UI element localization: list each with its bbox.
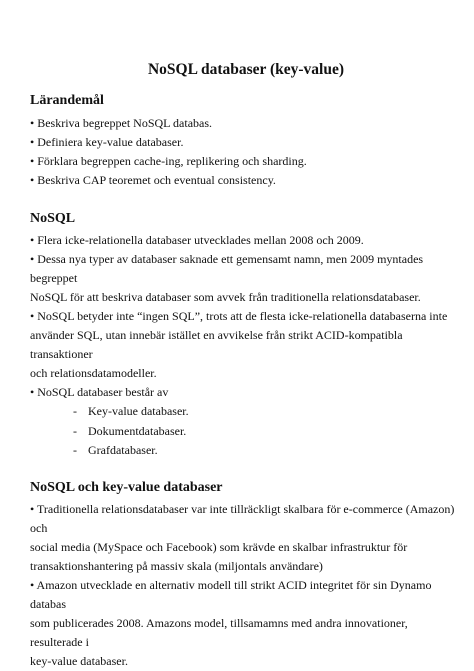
nosql-type-label: Key-value databaser. [88,404,189,418]
nosql-types-list [30,402,462,461]
keyvalue-line: social media (MySpace och Facebook) som krävde en skalbar infrastruktur för [30,539,408,554]
nosql-line: • NoSQL betyder inte “ingen SQL”, trots att de flesta icke-relationella databaserna inte [30,309,448,323]
keyvalue-body [30,500,462,671]
page-title: NoSQL databaser (key-value) [147,61,345,78]
dash-marker: - [73,404,77,418]
keyvalue-line: key-value databaser. [30,653,128,668]
nosql-type-label: Grafdatabaser. [88,443,158,457]
learning-goal-item: • Definiera key-value databaser. [30,135,184,149]
keyvalue-line: • Traditionella relationsdatabaser var inte tillräckligt skalbara för e-commerce (Amazon) och [30,501,455,535]
nosql-type-label: Dokumentdatabaser. [88,423,187,438]
nosql-body [30,231,462,461]
nosql-type-item [30,402,462,422]
keyvalue-line: • Amazon utvecklade en alternativ modell till strikt ACID integritet för sin Dynamo databas [30,577,432,611]
learning-goal-item: • Beskriva begreppet NoSQL databas. [30,116,213,130]
nosql-type-item [30,422,462,442]
keyvalue-line: transaktionshantering på massiv skala (miljontals användare) [30,558,323,573]
nosql-type-item [30,441,462,461]
nosql-line: • Dessa nya typer av databaser saknade ett gemensamt namn, men 2009 myntades begreppet [30,252,424,285]
learning-goal-item: • Beskriva CAP teoremet och eventual consistency. [30,173,276,187]
learning-goals-heading: Lärandemål [30,93,104,108]
learning-goal-item: • Förklara begreppen cache-ing, replikering och sharding. [30,154,307,168]
learning-goals-list [30,114,462,190]
nosql-line: NoSQL för att beskriva databaser som avvek från traditionella relationsdatabaser. [30,290,421,304]
dash-marker: - [73,423,77,438]
nosql-heading: NoSQL [30,211,76,226]
keyvalue-line: som publicerades 2008. Amazons model, tillsamamns med andra innovationer, resulterade i [30,615,408,649]
nosql-line: använder SQL, utan innebär istället en avvikelse från strikt ACID-kompatibla transaktioner [30,328,403,361]
nosql-line: och relationsdatamodeller. [30,366,157,380]
dash-marker: - [73,443,77,457]
nosql-line: • NoSQL databaser består av [30,385,169,399]
keyvalue-heading: NoSQL och key-value databaser [30,479,223,495]
nosql-line: • Flera icke-relationella databaser utvecklades mellan 2008 och 2009. [30,233,364,247]
